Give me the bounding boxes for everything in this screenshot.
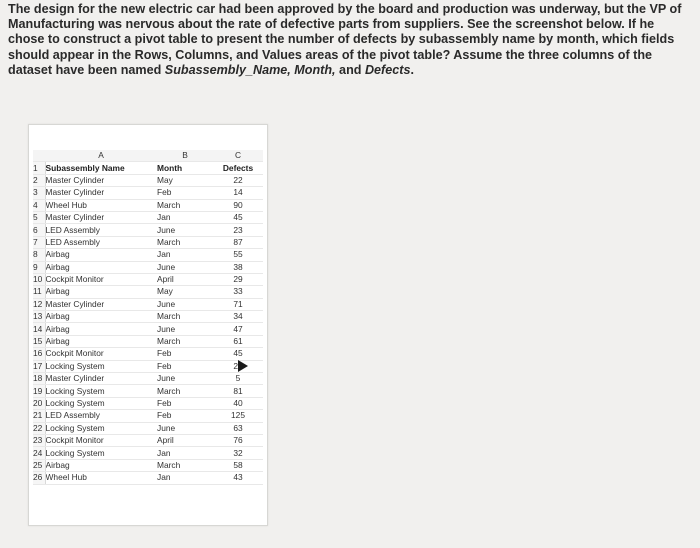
cell-defects: 33 [213,286,263,298]
cell-subassembly-name: Master Cylinder [45,174,157,186]
table-row [33,199,263,211]
row-number: 8 [33,249,45,261]
column-letter-b: B [157,150,213,162]
cell-month: Jan [157,472,213,484]
column-letter-row [33,150,263,162]
cell-subassembly-name: Master Cylinder [45,211,157,223]
cell-month: April [157,273,213,285]
cell-defects: 23 [213,224,263,236]
cell-defects: 5 [213,373,263,385]
table-row [33,434,263,446]
cell-month: June [157,323,213,335]
cell-subassembly-name: Airbag [45,311,157,323]
cell-month: March [157,236,213,248]
cell-defects: 125 [213,410,263,422]
column-letter-a: A [45,150,157,162]
cell-defects: 55 [213,249,263,261]
row-number: 25 [33,459,45,471]
cell-subassembly-name: Airbag [45,323,157,335]
row-number: 15 [33,335,45,347]
cell-defects: 34 [213,311,263,323]
header-month: Month [157,162,213,174]
cell-defects: 32 [213,447,263,459]
table-row [33,360,263,372]
cell-month: Feb [157,187,213,199]
cell-subassembly-name: Airbag [45,261,157,273]
cell-defects: 81 [213,385,263,397]
table-row [33,298,263,310]
cell-defects: 87 [213,236,263,248]
cell-subassembly-name: Cockpit Monitor [45,273,157,285]
cell-defects: 29 [213,273,263,285]
cell-defects: 58 [213,459,263,471]
table-row [33,236,263,248]
cell-month: March [157,459,213,471]
cell-subassembly-name: Master Cylinder [45,187,157,199]
cell-defects: 38 [213,261,263,273]
table-row [33,187,263,199]
cell-subassembly-name: Locking System [45,385,157,397]
cell-month: Feb [157,397,213,409]
corner-cell [33,150,45,162]
table-row [33,273,263,285]
cell-month: June [157,224,213,236]
cell-defects: 45 [213,211,263,223]
question-end: . [410,62,414,77]
cell-subassembly-name: Airbag [45,459,157,471]
row-number: 7 [33,236,45,248]
cell-subassembly-name: Cockpit Monitor [45,348,157,360]
row-number: 4 [33,199,45,211]
cell-month: Feb [157,348,213,360]
row-number: 20 [33,397,45,409]
row-number: 23 [33,434,45,446]
cell-month: Feb [157,360,213,372]
table-row [33,174,263,186]
table-row [33,323,263,335]
header-defects: Defects [213,162,263,174]
data-table [33,150,263,485]
row-number: 1 [33,162,45,174]
cell-subassembly-name: Locking System [45,397,157,409]
table-row [33,422,263,434]
row-number: 12 [33,298,45,310]
cell-subassembly-name: Airbag [45,249,157,261]
cell-month: Jan [157,447,213,459]
cell-defects: 76 [213,434,263,446]
question-body: The design for the new electric car had been approved by the board and production was underway, but the VP of Manufacturing was nervous about the rate of defective parts from suppliers. See the screenshot below. If he chose to construct a pivot table to present the number of defects by subassembly name by month, which fields should appear in the Rows, Columns, and Values areas of the pivot table? Assume the three columns of the dataset have been named [8,2,682,77]
cell-subassembly-name: Airbag [45,286,157,298]
mouse-pointer-icon [238,360,248,372]
cell-subassembly-name: Cockpit Monitor [45,434,157,446]
cell-subassembly-name: Wheel Hub [45,199,157,211]
table-row [33,335,263,347]
cell-defects: 63 [213,422,263,434]
cell-defects: 71 [213,298,263,310]
row-number: 13 [33,311,45,323]
cell-defects: 61 [213,335,263,347]
table-row [33,373,263,385]
table-row [33,249,263,261]
row-number: 14 [33,323,45,335]
cell-month: June [157,373,213,385]
row-number: 16 [33,348,45,360]
cell-defects: 14 [213,187,263,199]
cell-subassembly-name: Master Cylinder [45,298,157,310]
header-row [33,162,263,174]
field-names: Subassembly_Name, Month, [164,62,336,77]
row-number: 3 [33,187,45,199]
row-number: 10 [33,273,45,285]
cell-month: Jan [157,211,213,223]
cell-subassembly-name: LED Assembly [45,410,157,422]
row-number: 24 [33,447,45,459]
table-row [33,224,263,236]
cell-subassembly-name: LED Assembly [45,236,157,248]
cell-subassembly-name: Wheel Hub [45,472,157,484]
cell-defects: 43 [213,472,263,484]
field-defects: Defects [364,62,411,77]
cell-month: Feb [157,410,213,422]
row-number: 19 [33,385,45,397]
cell-subassembly-name: Master Cylinder [45,373,157,385]
table-row [33,385,263,397]
cell-month: March [157,335,213,347]
cell-month: April [157,434,213,446]
table-row [33,410,263,422]
table-row [33,447,263,459]
cell-month: May [157,286,213,298]
cell-month: March [157,311,213,323]
cell-defects: 45 [213,348,263,360]
cell-month: March [157,385,213,397]
table-row [33,397,263,409]
table-row [33,286,263,298]
column-letter-c: C [213,150,263,162]
row-number: 5 [33,211,45,223]
table-row [33,261,263,273]
cell-defects: 23 [213,360,263,372]
question-text [8,2,692,78]
cell-month: Jan [157,249,213,261]
table-row [33,311,263,323]
row-number: 18 [33,373,45,385]
cell-subassembly-name: Locking System [45,422,157,434]
cell-month: March [157,199,213,211]
question-and: and [335,62,365,77]
cell-month: June [157,261,213,273]
row-number: 17 [33,360,45,372]
table-row [33,472,263,484]
cell-subassembly-name: Locking System [45,360,157,372]
row-number: 6 [33,224,45,236]
row-number: 11 [33,286,45,298]
table-row [33,211,263,223]
row-number: 21 [33,410,45,422]
row-number: 2 [33,174,45,186]
header-subassembly-name: Subassembly Name [45,162,157,174]
table-row [33,348,263,360]
cell-subassembly-name: LED Assembly [45,224,157,236]
cell-subassembly-name: Airbag [45,335,157,347]
cell-defects: 22 [213,174,263,186]
cell-month: June [157,422,213,434]
cell-month: June [157,298,213,310]
spreadsheet-screenshot [28,124,268,526]
cell-subassembly-name: Locking System [45,447,157,459]
cell-defects: 47 [213,323,263,335]
row-number: 26 [33,472,45,484]
row-number: 22 [33,422,45,434]
row-number: 9 [33,261,45,273]
cell-defects: 40 [213,397,263,409]
cell-month: May [157,174,213,186]
cell-defects: 90 [213,199,263,211]
table-row [33,459,263,471]
